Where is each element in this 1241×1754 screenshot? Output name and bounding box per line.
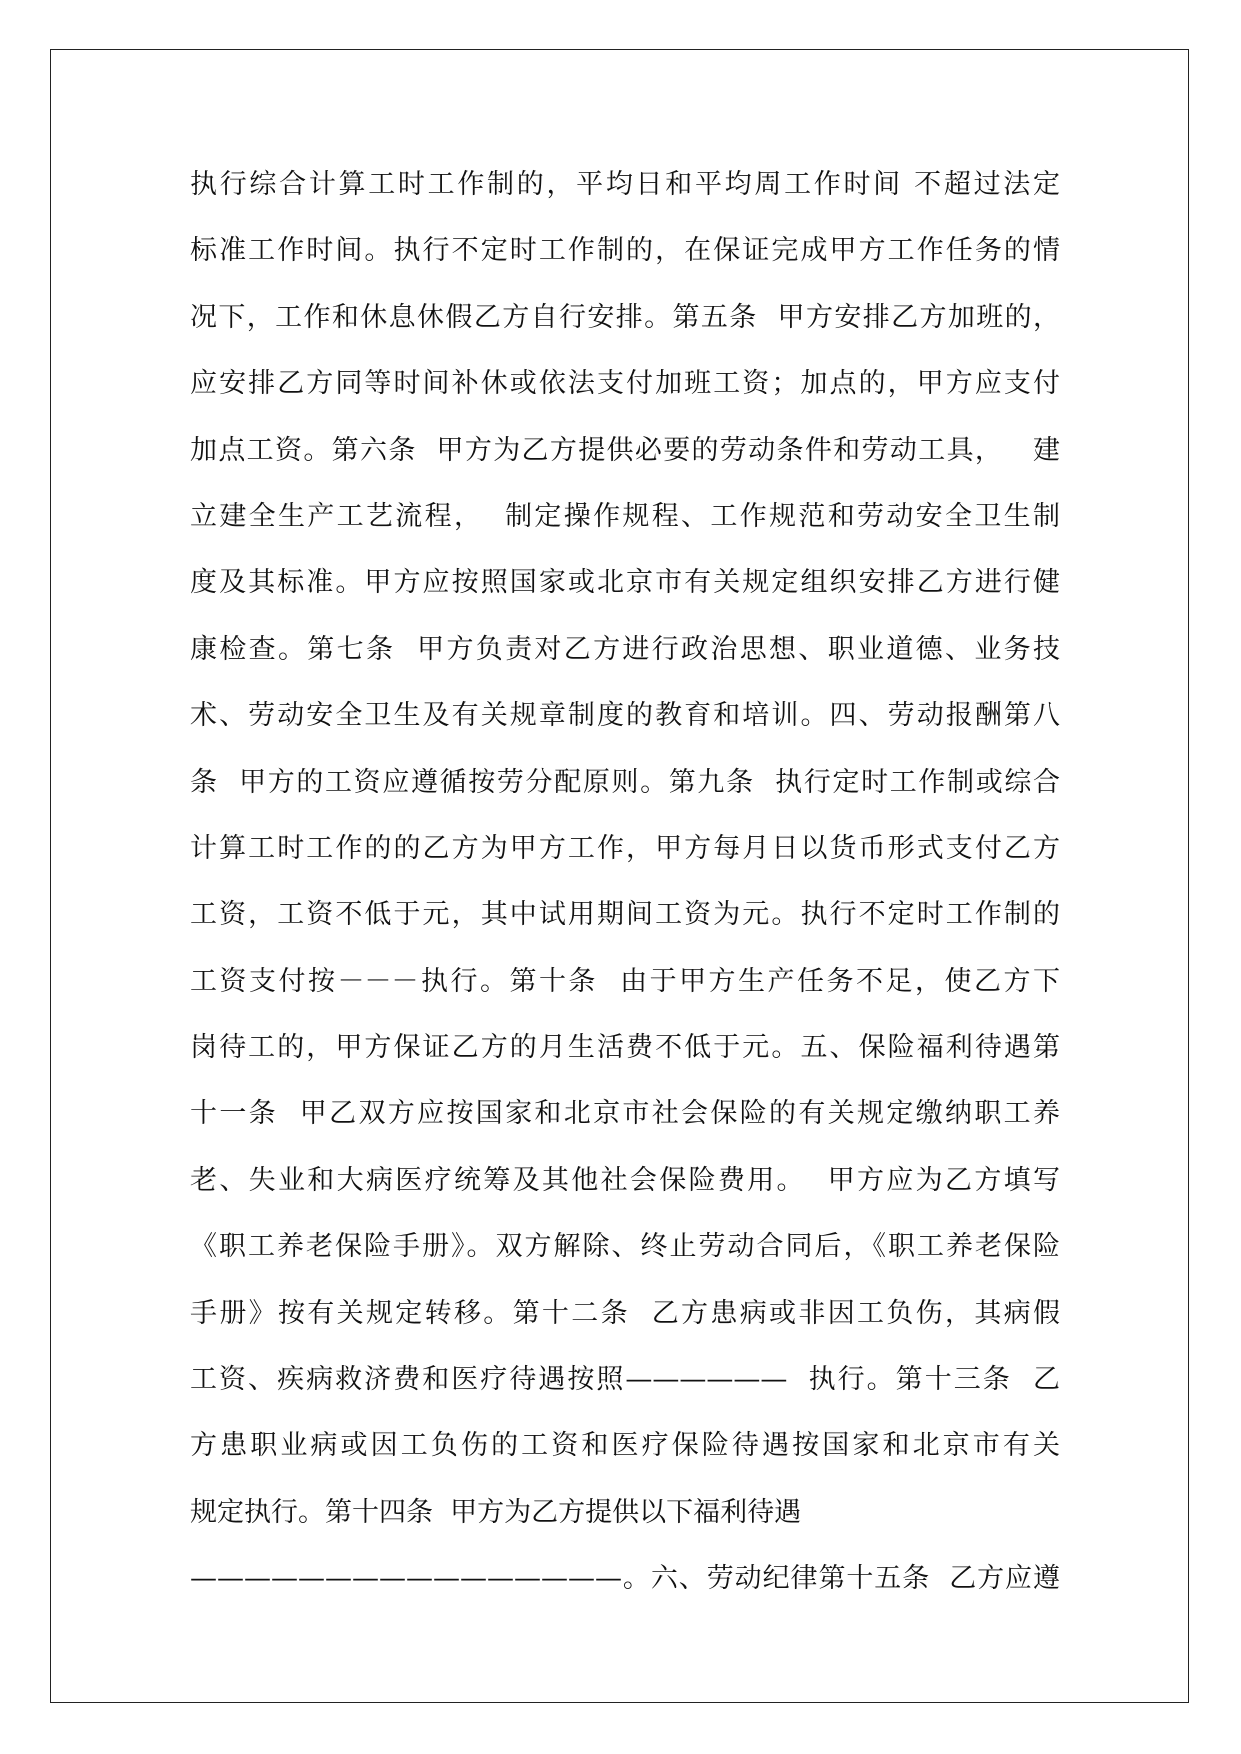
text-line: 方患职业病或因工负伤的工资和医疗保险待遇按国家和北京市有关 xyxy=(190,1430,1060,1462)
text-line: 十一条 甲乙双方应按国家和北京市社会保险的有关规定缴纳职工养 xyxy=(190,1098,1060,1130)
text-line: 执行综合计算工时工作制的，平均日和平均周工作时间 不超过法定 xyxy=(190,169,1060,200)
text-line: 应安排乙方同等时间补休或依法支付加班工资；加点的，甲方应支付 xyxy=(190,368,1060,400)
text-line: 老、失业和大病医疗统筹及其他社会保险费用。 甲方应为乙方填写 xyxy=(190,1164,1060,1196)
text-line: 计算工时工作的的乙方为甲方工作，甲方每月日以货币形式支付乙方 xyxy=(190,832,1060,864)
text-line: 度及其标准。甲方应按照国家或北京市有关规定组织安排乙方进行健 xyxy=(190,567,1060,599)
contract-body-text xyxy=(190,152,1060,1613)
text-line: 况下，工作和休息休假乙方自行安排。第五条 甲方安排乙方加班的， xyxy=(190,301,1060,333)
text-line: 工资，工资不低于元，其中试用期间工资为元。执行不定时工作制的 xyxy=(190,899,1060,931)
text-line: 标准工作时间。执行不定时工作制的，在保证完成甲方工作任务的情 xyxy=(190,235,1060,267)
text-line: 加点工资。第六条 甲方为乙方提供必要的劳动条件和劳动工具， 建 xyxy=(190,434,1060,466)
text-line: 工资支付按－－－执行。第十条 由于甲方生产任务不足，使乙方下 xyxy=(190,965,1060,997)
text-line: 岗待工的，甲方保证乙方的月生活费不低于元。五、保险福利待遇第 xyxy=(190,1032,1060,1064)
text-line: 手册》按有关规定转移。第十二条 乙方患病或非因工负伤，其病假 xyxy=(190,1297,1060,1329)
text-line: 《职工养老保险手册》。双方解除、终止劳动合同后，《职工养老保险 xyxy=(190,1231,1060,1263)
text-line: ————————————————。六、劳动纪律第十五条 乙方应遵 xyxy=(190,1563,1060,1595)
text-line: 条 甲方的工资应遵循按劳分配原则。第九条 执行定时工作制或综合 xyxy=(190,766,1060,798)
text-line: 术、劳动安全卫生及有关规章制度的教育和培训。四、劳动报酬第八 xyxy=(190,700,1060,732)
text-line: 规定执行。第十四条 甲方为乙方提供以下福利待遇 xyxy=(190,1496,802,1528)
text-line: 康检查。第七条 甲方负责对乙方进行政治思想、职业道德、业务技 xyxy=(190,633,1060,665)
text-line: 立建全生产工艺流程， 制定操作规程、工作规范和劳动安全卫生制 xyxy=(190,500,1060,532)
text-line: 工资、疾病救济费和医疗待遇按照—————— 执行。第十三条 乙 xyxy=(190,1364,1060,1396)
